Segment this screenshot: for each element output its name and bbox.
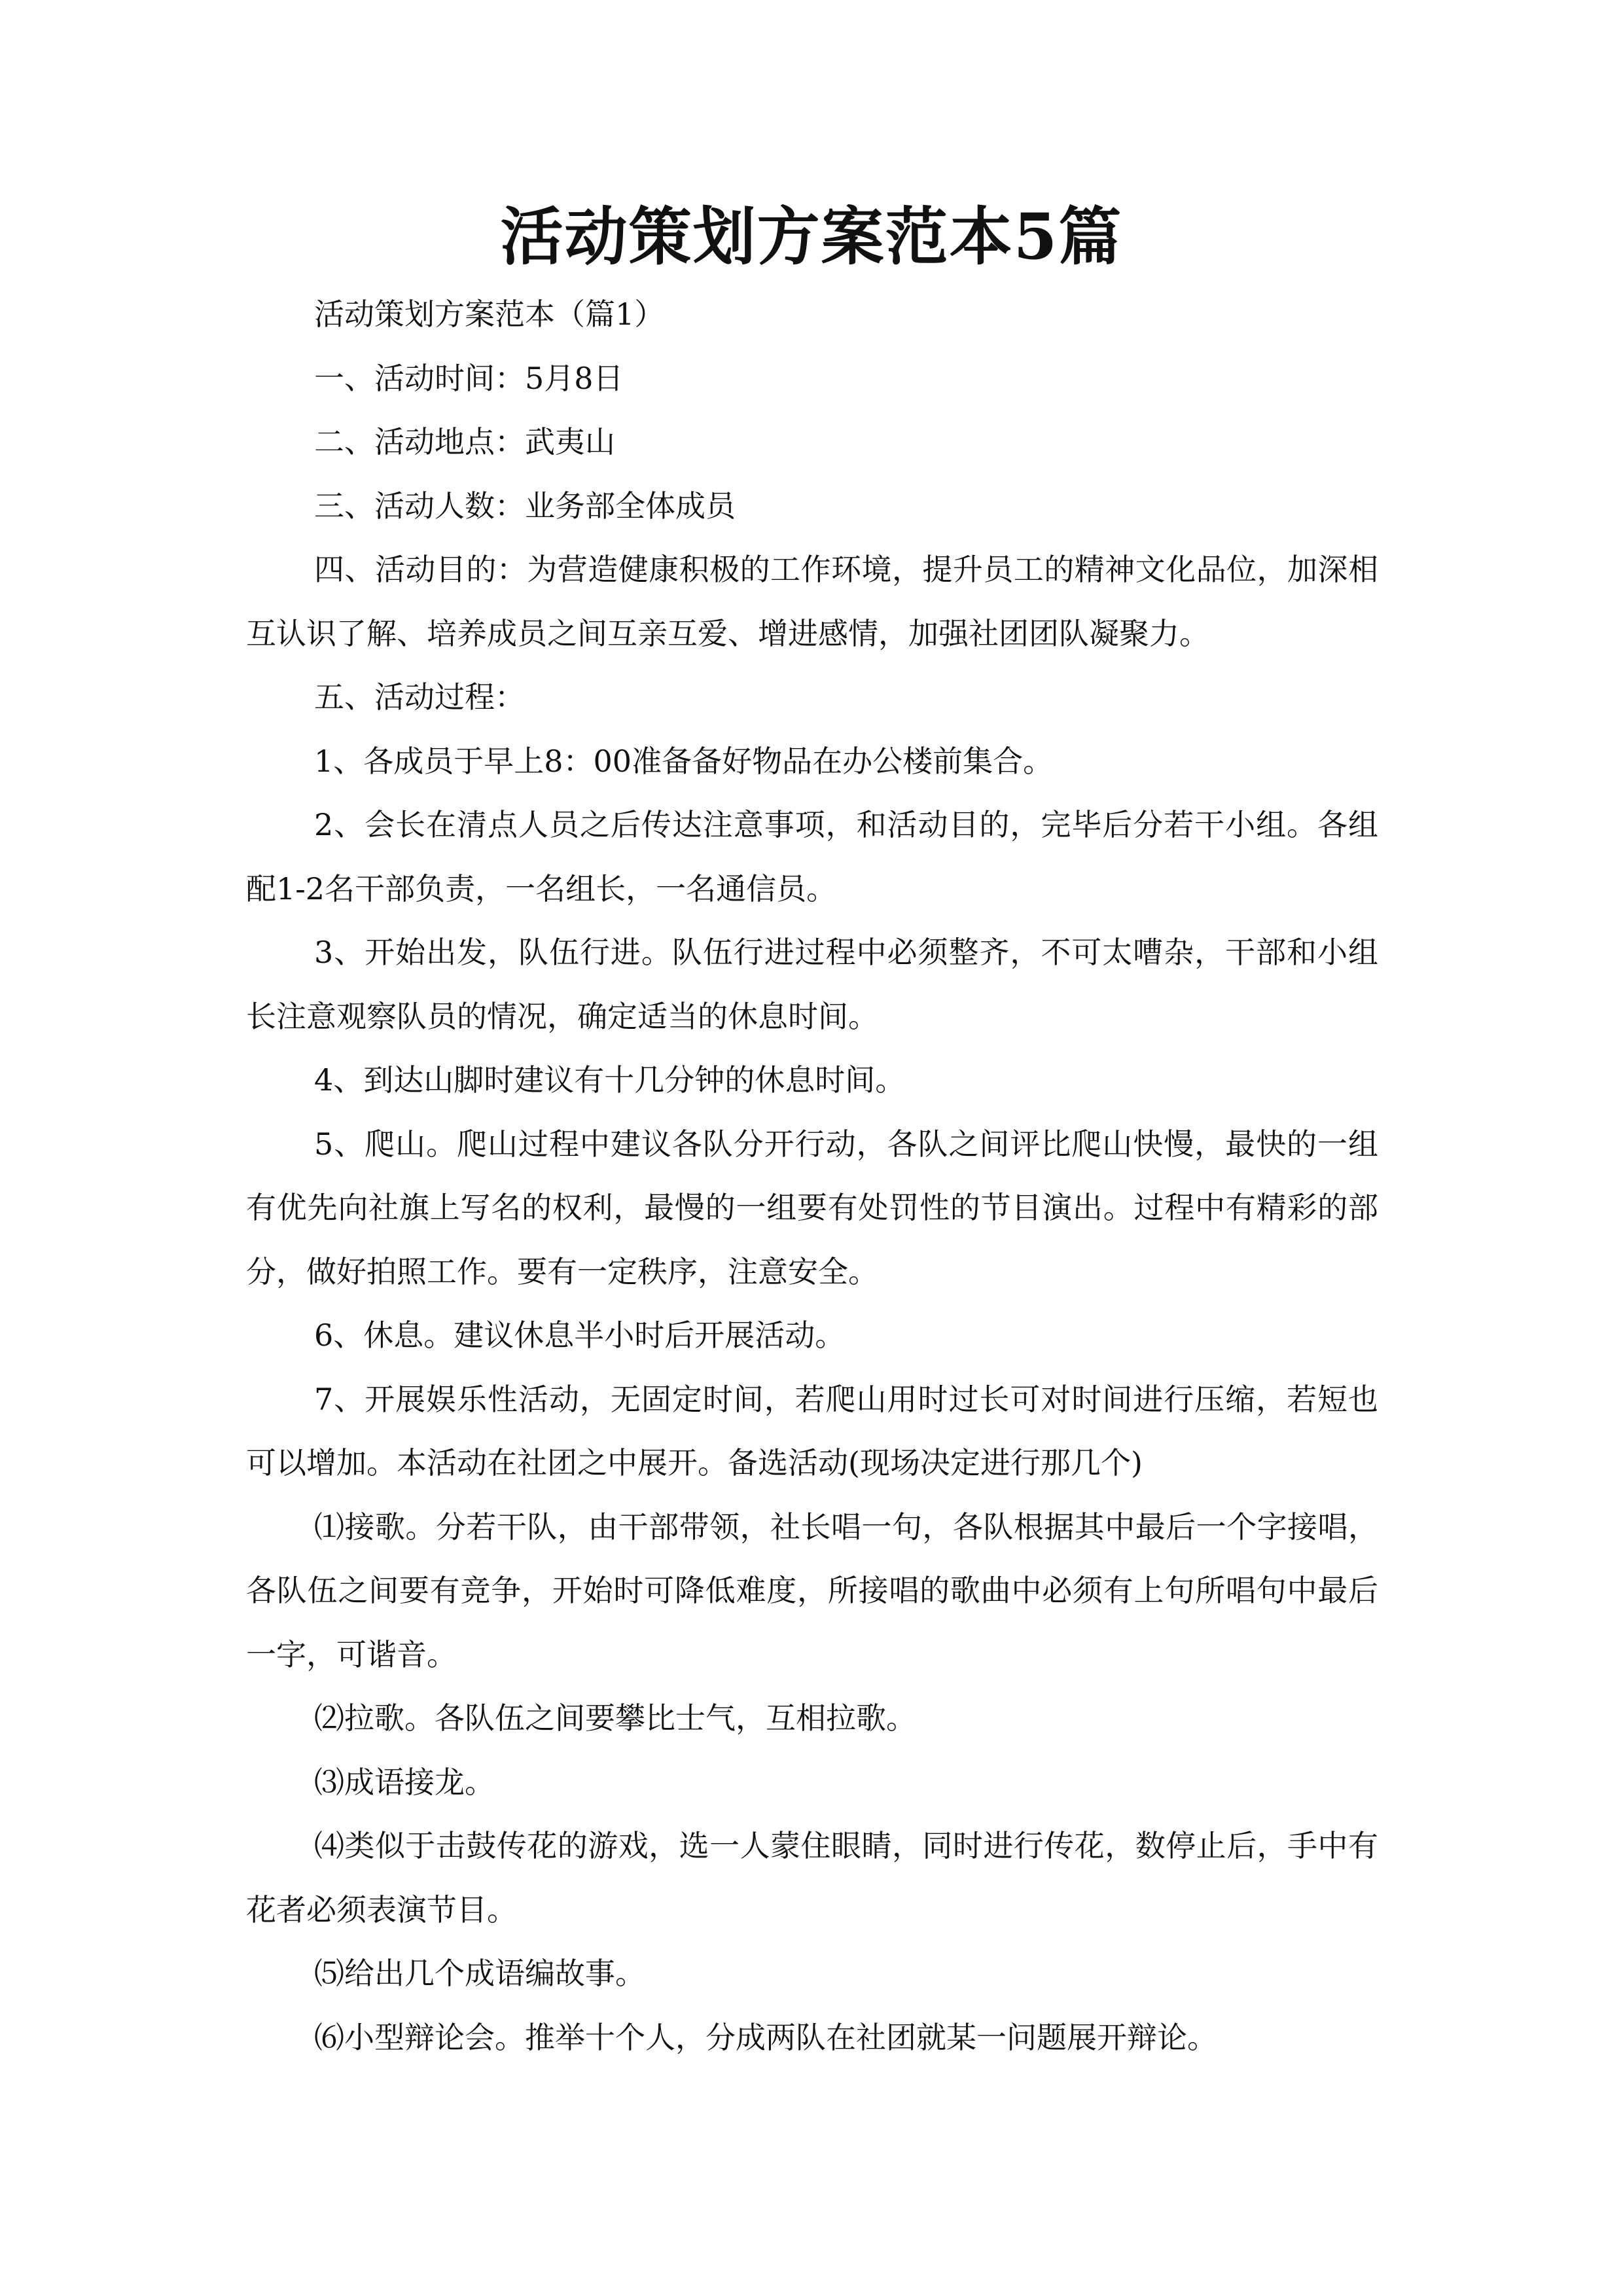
paragraph-step-1: 1、各成员于早上8：00准备备好物品在办公楼前集合。 [314, 743, 1054, 779]
paragraph-game-5: ⑸给出几个成语编故事。 [314, 1956, 645, 1991]
paragraph-step-4: 4、到达山脚时建议有十几分钟的休息时间。 [314, 1062, 906, 1098]
paragraph-step-7: 7、开展娱乐性活动，无固定时间，若爬山用时过长可对时间进行压缩，若短也可以增加。本活动在社团之中展开。备选活动(现场决定进行那几个) [246, 1381, 1378, 1480]
paragraph-activity-time: 一、活动时间：5月8日 [314, 360, 624, 396]
paragraph-purpose: 四、活动目的：为营造健康积极的工作环境，提升员工的精神文化品位，加深相互认识了解、培养成员之间互亲互爱、增进感情，加强社团团队凝聚力。 [246, 552, 1378, 651]
paragraph-game-6: ⑹小型辩论会。推举十个人，分成两队在社团就某一问题展开辩论。 [314, 2019, 1217, 2055]
paragraph-section-heading: 活动策划方案范本（篇1） [314, 296, 665, 332]
paragraph-process-heading: 五、活动过程： [314, 679, 525, 715]
paragraph-participants: 三、活动人数：业务部全体成员 [314, 488, 736, 524]
paragraph-game-1: ⑴接歌。分若干队，由干部带领，社长唱一句，各队根据其中最后一个字接唱，各队伍之间要有竞争，开始时可降低难度，所接唱的歌曲中必须有上句所唱句中最后一字，可谐音。 [246, 1509, 1378, 1672]
paragraph-game-4: ⑷类似于击鼓传花的游戏，选一人蒙住眼睛，同时进行传花，数停止后，手中有花者必须表演节目。 [246, 1828, 1378, 1928]
paragraph-game-2: ⑵拉歌。各队伍之间要攀比士气，互相拉歌。 [314, 1700, 916, 1736]
document-body [246, 283, 1378, 2070]
paragraph-game-3: ⑶成语接龙。 [314, 1764, 495, 1800]
document-title: 活动策划方案范本5篇 [500, 200, 1123, 274]
paragraph-step-5: 5、爬山。爬山过程中建议各队分开行动，各队之间评比爬山快慢，最快的一组有优先向社旗上写名的权利，最慢的一组要有处罚性的节目演出。过程中有精彩的部分，做好拍照工作。要有一定秩序，注意安全。 [246, 1126, 1378, 1289]
paragraph-step-6: 6、休息。建议休息半小时后开展活动。 [314, 1318, 846, 1353]
paragraph-step-2: 2、会长在清点人员之后传达注意事项，和活动目的，完毕后分若干小组。各组配1-2名干部负责，一名组长，一名通信员。 [246, 807, 1378, 906]
paragraph-step-3: 3、开始出发，队伍行进。队伍行进过程中必须整齐，不可太嘈杂，干部和小组长注意观察队员的情况，确定适当的休息时间。 [246, 935, 1378, 1034]
paragraph-activity-location: 二、活动地点：武夷山 [314, 424, 615, 459]
